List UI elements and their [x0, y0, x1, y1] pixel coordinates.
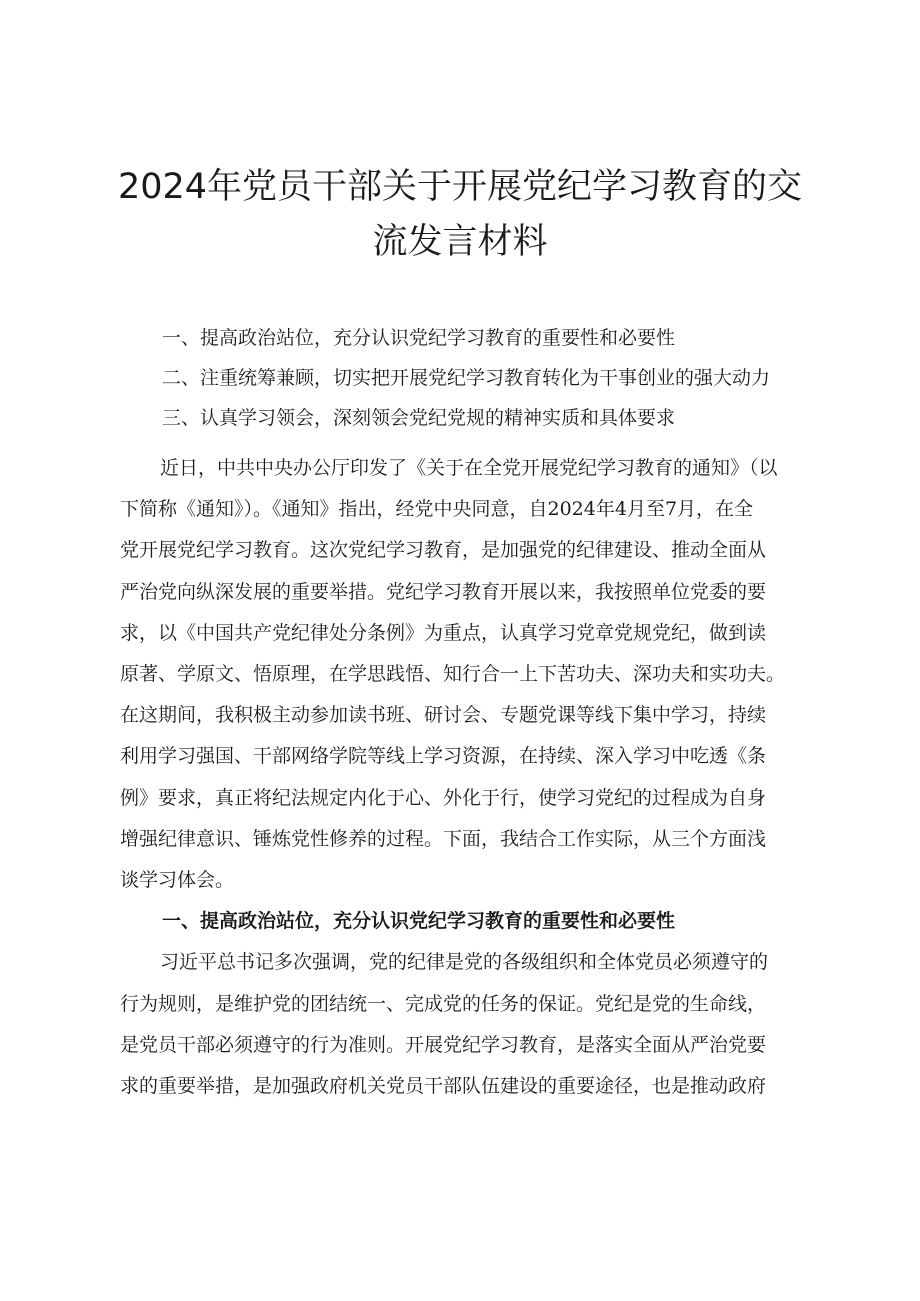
intro-line-4: 严治党向纵深发展的重要举措。党纪学习教育开展以来，我按照单位党委的要 — [120, 580, 767, 603]
outline-item-1: 一、提高政治站位，充分认识党纪学习教育的重要性和必要性 — [162, 327, 676, 349]
section-1-line-4: 求的重要举措，是加强政府机关党员干部队伍建设的重要途径，也是推动政府 — [120, 1075, 767, 1098]
section-1-heading: 一、提高政治站位，充分认识党纪学习教育的重要性和必要性 — [162, 910, 676, 933]
title-line-2: 流发言材料 — [372, 222, 548, 262]
outline-list — [162, 318, 862, 438]
intro-line-6: 原著、学原文、悟原理，在学思践悟、知行合一上下苦功夫、深功夫和实功夫。 — [120, 663, 786, 686]
intro-line-10: 增强纪律意识、锤炼党性修养的过程。下面，我结合工作实际，从三个方面浅 — [120, 827, 767, 850]
section-1-line-3: 是党员干部必须遵守的行为准则。开展党纪学习教育，是落实全面从严治党要 — [120, 1033, 767, 1056]
intro-line-11: 谈学习体会。 — [120, 869, 235, 892]
intro-line-7: 在这期间，我积极主动参加读书班、研讨会、专题党课等线下集中学习，持续 — [120, 704, 767, 727]
intro-line-9: 例》要求，真正将纪法规定内化于心、外化于行，使学习党纪的过程成为自身 — [120, 786, 767, 809]
intro-paragraph — [120, 448, 810, 901]
outline-item-2: 二、注重统筹兼顾，切实把开展党纪学习教育转化为干事创业的强大动力 — [162, 367, 771, 389]
document-title — [110, 160, 810, 270]
intro-line-5: 求，以《中国共产党纪律处分条例》为重点，认真学习党章党规党纪，做到读 — [120, 621, 767, 644]
document-body — [120, 448, 810, 1107]
intro-line-8: 利用学习强国、干部网络学院等线上学习资源，在持续、深入学习中吃透《条 — [120, 745, 767, 768]
title-line-1: 2024年党员干部关于开展党纪学习教育的交 — [117, 167, 803, 207]
intro-line-1: 近日，中共中央办公厅印发了《关于在全党开展党纪学习教育的通知》（以 — [160, 457, 778, 479]
section-1-line-2: 行为规则，是维护党的团结统一、完成党的任务的保证。党纪是党的生命线， — [120, 992, 767, 1015]
intro-line-2: 下简称《通知》）。《通知》指出，经党中央同意，自2024年4月至7月，在全 — [120, 498, 754, 521]
intro-line-3: 党开展党纪学习教育。这次党纪学习教育，是加强党的纪律建设、推动全面从 — [120, 539, 767, 562]
outline-item-3: 三、认真学习领会，深刻领会党纪党规的精神实质和具体要求 — [162, 407, 676, 429]
section-1-paragraph — [120, 942, 810, 1107]
section-1-line-1: 习近平总书记多次强调，党的纪律是党的各级组织和全体党员必须遵守的 — [160, 951, 769, 974]
